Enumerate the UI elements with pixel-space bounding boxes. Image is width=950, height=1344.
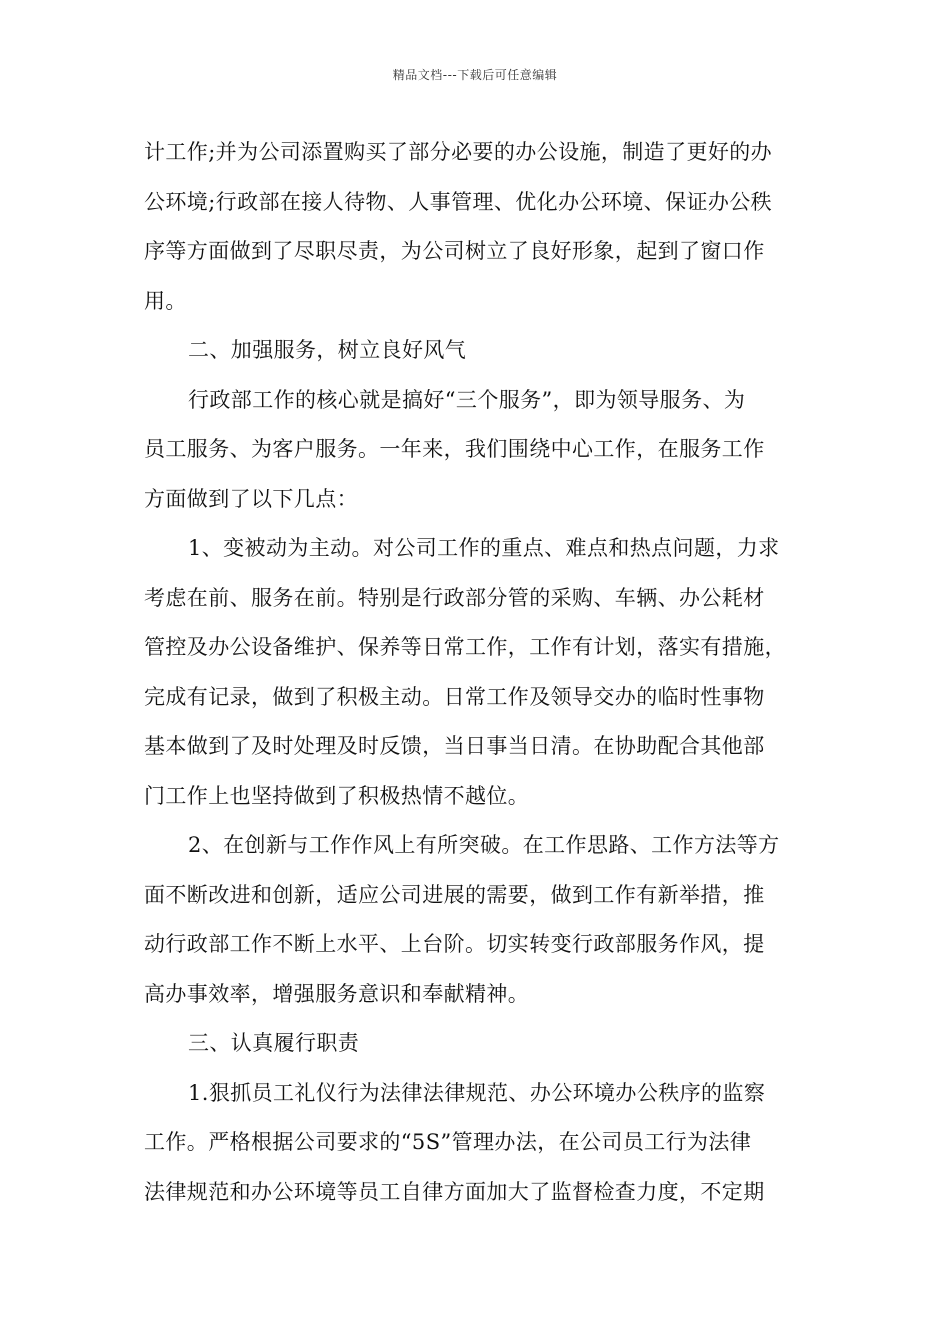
paragraph-item-2: 2、在创新与工作作风上有所突破。在工作思路、工作方法等方 面不断改进和创新，适应公司进展的需要，做到工作有新举措，推 动行政部工作不断上水平、上台阶。切实转变行政部服务作风，提 高办事效率，增强服务意识和奉献精神。 xyxy=(144,833,780,1006)
document-body xyxy=(144,128,806,1217)
page-header-watermark: 精品文档---下载后可任意编辑 xyxy=(392,68,558,82)
paragraph-continuation: 计工作;并为公司添置购买了部分必要的办公设施，制造了更好的办 公环境;行政部在接人待物、人事管理、优化办公环境、保证办公秩 序等方面做到了尽职尽责，为公司树立了良好形象，起到了窗口作 用。 xyxy=(144,140,773,313)
paragraph-item-1: 1、变被动为主动。对公司工作的重点、难点和热点问题，力求 考虑在前、服务在前。特别是行政部分管的采购、车辆、办公耗材 管控及办公设备维护、保养等日常工作，工作有计划，落实有措施， 完成有记录，做到了积极主动。日常工作及领导交办的临时性事物 基本做到了及时处理及时反馈，当日事当日清。在协助配合其他部 门工作上也坚持做到了积极热情不越位。 xyxy=(144,536,786,808)
section-heading-2: 二、加强服务，树立良好风气 xyxy=(188,338,467,362)
paragraph-service-core: 行政部工作的核心就是搞好“三个服务”，即为领导服务、为 员工服务、为客户服务。一年来，我们围绕中心工作，在服务工作 方面做到了以下几点： xyxy=(144,387,765,511)
section-heading-3: 三、认真履行职责 xyxy=(188,1031,360,1055)
paragraph-duty-1: 1.狠抓员工礼仪行为法律法律规范、办公环境办公秩序的监察 工作。严格根据公司要求的“5S”管理办法，在公司员工行为法律 法律规范和办公环境等员工自律方面加大了监督检查力度，不定期 xyxy=(144,1080,766,1204)
